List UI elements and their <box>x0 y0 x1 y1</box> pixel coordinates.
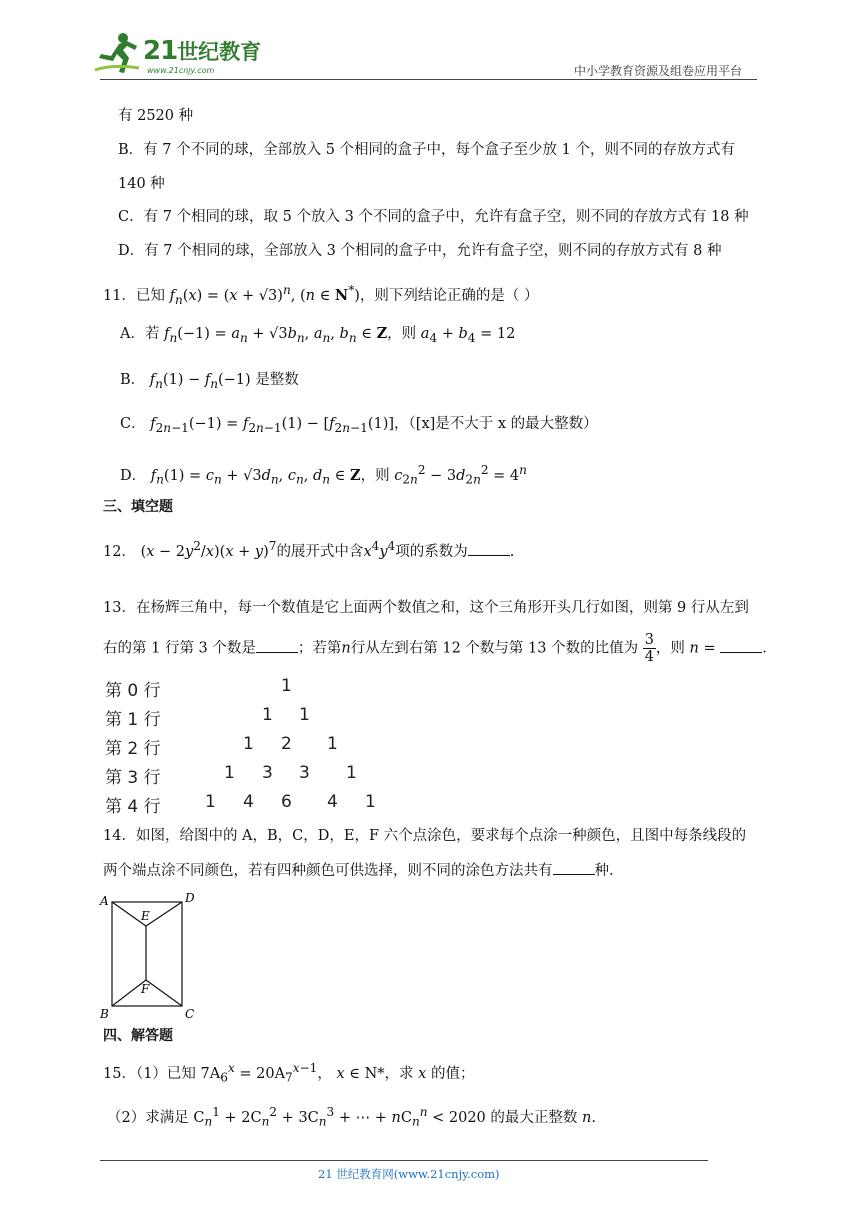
point-label-e: E <box>141 909 150 923</box>
logo-url: www.21cnjy.com <box>147 66 215 75</box>
q13-fraction: $\frac{3}{4}$ <box>644 632 654 665</box>
q12-formula: $(x - 2y^2/x)(x + y)^7$ <box>140 539 277 560</box>
triangle-number: 1 <box>346 763 357 783</box>
point-label-f: F <box>141 982 150 996</box>
triangle-row-label: 第 2 行 <box>105 739 161 759</box>
q13-line1: 13．在杨辉三角中，每一个数值是它上面两个数值之和，这个三角形开头几行如图，则第 9 行从左到 <box>103 600 749 616</box>
q13-answer-blank-2[interactable] <box>720 638 762 653</box>
q10-option-b-line2: 140 种 <box>118 176 165 192</box>
q11-formula: $f_n(x) = (x + √3)^n$, (n ∈ N*) <box>169 283 360 307</box>
q10-continuation: 有 2520 种 <box>118 108 194 124</box>
footer-link[interactable]: 21 世纪教育网(www.21cnjy.com) <box>318 1167 500 1181</box>
point-label-a: A <box>100 894 109 908</box>
q15-part1: 15．（1）已知 $7A_6^x = 20A_7^{x-1}$， x ∈ N*，求 x 的值； <box>103 1061 475 1085</box>
q13-line2: 右的第 1 行第 3 个数是 ；若第n行从左到右第 12 个数与第 13 个数的比值为 $\frac{3}{4}$ ，则 n = . <box>103 632 767 665</box>
point-label-b: B <box>100 1007 109 1020</box>
triangle-number: 4 <box>327 792 338 812</box>
section-heading-fill-in: 三、填空题 <box>103 499 173 515</box>
q14-line2: 两个端点涂不同颜色，若有四种颜色可供选择，则不同的涂色方法共有 种. <box>103 860 614 881</box>
platform-name: 中小学教育资源及组卷应用平台 <box>574 64 743 78</box>
q14-line1: 14．如图，给图中的 A，B，C，D，E，F 六个点涂色，要求每个点涂一种颜色，且图中每条线段的 <box>103 828 747 844</box>
triangle-number: 1 <box>299 705 310 725</box>
triangle-number: 1 <box>327 734 338 754</box>
q14-answer-blank[interactable] <box>553 860 595 875</box>
q10-option-c: C．有 7 个相同的球，取 5 个放入 3 个不同的盒子中，允许有盒子空，则不同的存放方式有 18 种 <box>118 209 749 225</box>
triangle-number: 1 <box>365 792 376 812</box>
logo-number: 21 <box>143 36 178 66</box>
triangle-number: 3 <box>299 763 310 783</box>
footer-rule <box>100 1160 708 1161</box>
header-rule <box>100 79 757 80</box>
q12-stem: 12． $(x - 2y^2/x)(x + y)^7$的展开式中含$x^4y^4$项的系数为 . <box>103 539 515 560</box>
triangle-row-label: 第 0 行 <box>105 681 161 701</box>
triangle-number: 4 <box>243 792 254 812</box>
q11-option-a: A．若 $f_n(-1) = a_n + √3b_n$, $a_n$, $b_n$ ∈ Z，则 $a_4 + b_4 = 12$ <box>120 325 516 345</box>
triangle-number: 2 <box>281 734 292 754</box>
triangle-number: 3 <box>262 763 273 783</box>
triangle-number: 1 <box>224 763 235 783</box>
q12-answer-blank[interactable] <box>468 541 510 556</box>
triangle-row-label: 第 3 行 <box>105 768 161 788</box>
point-label-d: D <box>185 891 195 905</box>
header <box>0 0 860 90</box>
triangle-row-label: 第 4 行 <box>105 797 161 817</box>
q13-answer-blank-1[interactable] <box>256 638 298 653</box>
q11-option-c: C． $f_{2n-1}(-1) = f_{2n-1}(1) - [f_{2n-1}(1)]$，（[x]是不大于 x 的最大整数） <box>120 416 598 435</box>
triangle-number: 1 <box>262 705 273 725</box>
yanghui-triangle-figure <box>105 672 395 817</box>
triangle-row-label: 第 1 行 <box>105 710 161 730</box>
q11-option-b: B． $f_n(1) - f_n(-1)$ 是整数 <box>120 372 299 391</box>
q11-stem: 11．已知 $f_n(x) = (x + √3)^n$, (n ∈ N*)，则下列结论正确的是（ ） <box>103 283 539 307</box>
q10-option-b-line1: B．有 7 个不同的球，全部放入 5 个相同的盒子中，每个盒子至少放 1 个，则不同的存放方式有 <box>118 142 735 158</box>
point-label-c: C <box>185 1007 195 1020</box>
q11-option-d: D． $f_n(1) = c_n + √3d_n$, $c_n$, $d_n$ ∈ Z，则 $c_{2n}^2 - 3d_{2n}^2 = 4^n$ <box>120 463 527 487</box>
triangle-number: 1 <box>243 734 254 754</box>
section-heading-solutions: 四、解答题 <box>103 1028 173 1044</box>
runner-logo-icon <box>93 30 141 76</box>
triangle-number: 6 <box>281 792 292 812</box>
logo-text: 世纪教育 <box>177 40 262 64</box>
q14-coloring-figure <box>96 888 206 1020</box>
triangle-number: 1 <box>205 792 216 812</box>
triangle-number: 1 <box>281 676 292 696</box>
q15-part2: （2）求满足 $C_n^1 + 2C_n^2 + 3C_n^3$ + ⋯ + $nC_n^n < 2020$ 的最大正整数 n. <box>107 1105 596 1129</box>
q10-option-d: D．有 7 个相同的球，全部放入 3 个相同的盒子中，允许有盒子空，则不同的存放方式有 8 种 <box>118 243 722 259</box>
